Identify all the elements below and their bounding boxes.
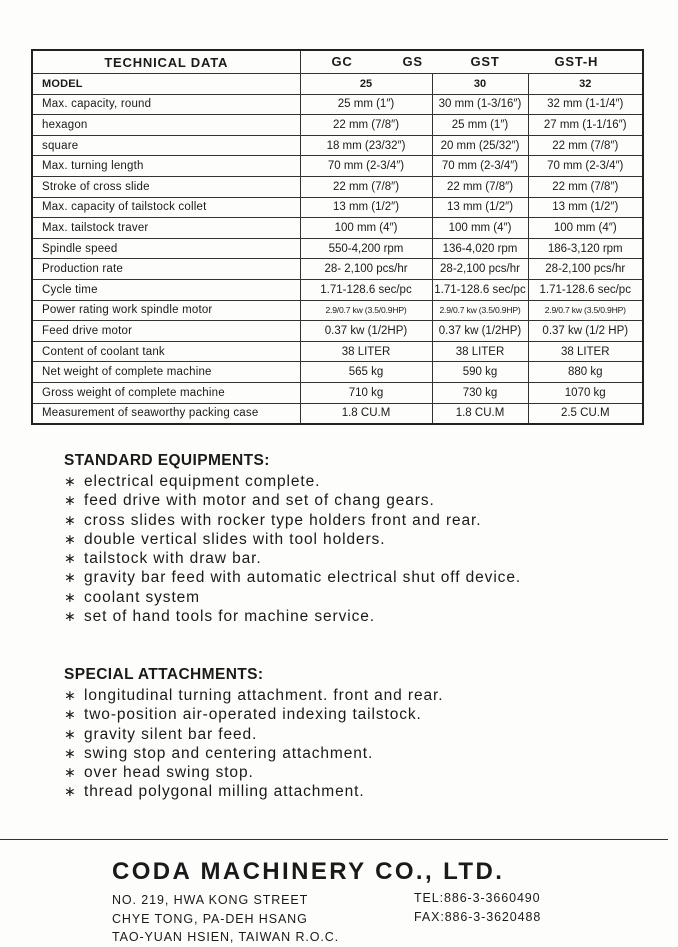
table-row [32, 156, 643, 177]
row-value: 565 kg [300, 362, 432, 383]
table-row [32, 300, 643, 321]
row-label: Spindle speed [32, 238, 300, 259]
technical-data-table [31, 49, 644, 425]
table-title: TECHNICAL DATA [32, 50, 300, 74]
row-value: 0.37 kw (1/2HP) [300, 321, 432, 342]
table-row [32, 238, 643, 259]
row-label: hexagon [32, 115, 300, 136]
list-item [64, 472, 521, 491]
row-value: 25 [300, 74, 432, 95]
list-item-text: gravity silent bar feed. [84, 725, 258, 743]
list-item-text: longitudinal turning attachment. front and rear. [84, 687, 444, 704]
row-value: 0.37 kw (1/2HP) [432, 321, 528, 342]
row-value: 2.9/0.7 kw (3.5/0.9HP) [432, 300, 528, 321]
row-value: 28-2,100 pcs/hr [528, 259, 643, 280]
row-value: 22 mm (7/8″) [432, 176, 528, 197]
asterisk-bullet-icon: ∗ [64, 511, 77, 528]
model-name-gc: GC [331, 54, 353, 69]
list-item-text: two-position air-operated indexing tailstock. [84, 706, 422, 724]
table-row-model [32, 74, 643, 95]
row-value: 20 mm (25/32″) [432, 135, 528, 156]
asterisk-bullet-icon: ∗ [64, 473, 77, 489]
asterisk-bullet-icon: ∗ [64, 530, 77, 547]
row-value: 13 mm (1/2″) [300, 197, 432, 218]
row-value: 38 LITER [300, 341, 432, 362]
row-label: Max. turning length [32, 156, 300, 177]
row-value: 710 kg [300, 382, 432, 403]
row-value: 22 mm (7/8″) [300, 176, 432, 197]
asterisk-bullet-icon: ∗ [64, 687, 77, 703]
row-value: 25 mm (1″) [300, 94, 432, 115]
row-value: 2.5 CU.M [528, 403, 643, 424]
table-row [32, 382, 643, 403]
row-value: 22 mm (7/8″) [300, 115, 432, 136]
list-item [64, 549, 521, 568]
row-value: 1.71-128.6 sec/pc [432, 279, 528, 300]
asterisk-bullet-icon: ∗ [64, 764, 77, 781]
list-item-text: set of hand tools for machine service. [84, 608, 375, 626]
row-value: 28-2,100 pcs/hr [432, 259, 528, 280]
row-value: 32 [528, 74, 643, 95]
table-header-row [32, 50, 643, 74]
list-item-text: swing stop and centering attachment. [84, 744, 374, 762]
row-value: 30 mm (1-3/16″) [432, 94, 528, 115]
row-label: Max. capacity, round [32, 94, 300, 115]
list-item [64, 511, 521, 530]
list-item [64, 782, 443, 801]
company-name: CODA MACHINERY CO., LTD. [112, 858, 505, 885]
asterisk-bullet-icon: ∗ [64, 608, 77, 625]
row-label: Content of coolant tank [32, 341, 300, 362]
row-value: 1.71-128.6 sec/pc [300, 279, 432, 300]
row-value: 136-4,020 rpm [432, 238, 528, 259]
list-item-text: coolant system [84, 588, 200, 606]
row-value: 70 mm (2-3/4″) [528, 156, 643, 177]
row-label: Power rating work spindle motor [32, 300, 300, 321]
row-label: Feed drive motor [32, 321, 300, 342]
asterisk-bullet-icon: ∗ [64, 706, 77, 723]
row-value: 22 mm (7/8″) [528, 135, 643, 156]
table-row [32, 176, 643, 197]
row-value: 1.8 CU.M [300, 403, 432, 424]
row-label: Cycle time [32, 279, 300, 300]
table-row [32, 115, 643, 136]
row-label: square [32, 135, 300, 156]
address-line: NO. 219, HWA KONG STREET [112, 893, 309, 907]
table-row [32, 197, 643, 218]
list-item [64, 588, 521, 607]
model-names-header [300, 50, 643, 74]
special-attachments-title: SPECIAL ATTACHMENTS: [64, 666, 264, 683]
row-value: 25 mm (1″) [432, 115, 528, 136]
asterisk-bullet-icon: ∗ [64, 569, 77, 586]
address-line: TAO-YUAN HSIEN, TAIWAN R.O.C. [112, 930, 340, 944]
telephone: TEL:886-3-3660490 [414, 891, 541, 905]
row-value: 18 mm (23/32″) [300, 135, 432, 156]
table-row [32, 279, 643, 300]
row-value: 70 mm (2-3/4″) [300, 156, 432, 177]
row-value: 590 kg [432, 362, 528, 383]
row-value: 100 mm (4″) [432, 218, 528, 239]
footer-divider [0, 839, 668, 840]
standard-equipments-section [64, 452, 521, 626]
company-address [112, 891, 339, 947]
fax: FAX:886-3-3620488 [414, 909, 542, 924]
special-attachments-section [64, 666, 443, 802]
list-item [64, 607, 521, 626]
row-label: Net weight of complete machine [32, 362, 300, 383]
row-value: 13 mm (1/2″) [432, 197, 528, 218]
row-value: 1.8 CU.M [432, 403, 528, 424]
row-value: 100 mm (4″) [300, 218, 432, 239]
list-item-text: double vertical slides with tool holders. [84, 530, 386, 548]
list-item-text: over head swing stop. [84, 764, 254, 782]
special-attachments-list [64, 686, 443, 802]
list-item-text: feed drive with motor and set of chang gears. [84, 492, 435, 510]
list-item-text: tailstock with draw bar. [84, 550, 262, 568]
asterisk-bullet-icon: ∗ [64, 725, 77, 742]
table-row [32, 218, 643, 239]
row-label: Max. tailstock traver [32, 218, 300, 239]
row-value: 70 mm (2-3/4″) [432, 156, 528, 177]
list-item [64, 763, 443, 782]
table-row [32, 135, 643, 156]
row-label: MODEL [32, 74, 300, 95]
row-value: 1070 kg [528, 382, 643, 403]
row-value: 186-3,120 rpm [528, 238, 643, 259]
asterisk-bullet-icon: ∗ [64, 744, 77, 761]
model-name-gs: GS [402, 54, 423, 69]
asterisk-bullet-icon: ∗ [64, 588, 77, 605]
list-item-text: cross slides with rocker type holders front and rear. [84, 511, 482, 529]
list-item [64, 568, 521, 587]
row-label: Gross weight of complete machine [32, 382, 300, 403]
asterisk-bullet-icon: ∗ [64, 550, 77, 567]
list-item [64, 744, 443, 763]
standard-equipments-title: STANDARD EQUIPMENTS: [64, 452, 270, 469]
row-value: 30 [432, 74, 528, 95]
table-row [32, 362, 643, 383]
model-name-gst: GST [470, 54, 500, 69]
row-label: Stroke of cross slide [32, 176, 300, 197]
row-value: 27 mm (1-1/16″) [528, 115, 643, 136]
row-value: 38 LITER [432, 341, 528, 362]
row-value: 2.9/0.7 kw (3.5/0.9HP) [528, 300, 643, 321]
row-value: 1.71-128.6 sec/pc [528, 279, 643, 300]
row-value: 880 kg [528, 362, 643, 383]
list-item [64, 705, 443, 724]
row-value: 550-4,200 rpm [300, 238, 432, 259]
table-row [32, 259, 643, 280]
row-value: 0.37 kw (1/2 HP) [528, 321, 643, 342]
row-value: 100 mm (4″) [528, 218, 643, 239]
list-item [64, 491, 521, 510]
model-name-gst-h: GST-H [554, 54, 599, 69]
asterisk-bullet-icon: ∗ [64, 492, 77, 509]
list-item-text: thread polygonal milling attachment. [84, 783, 365, 801]
standard-equipments-list [64, 472, 521, 626]
row-value: 28- 2,100 pcs/hr [300, 259, 432, 280]
table-row [32, 321, 643, 342]
table-row [32, 341, 643, 362]
list-item [64, 530, 521, 549]
address-line: CHYE TONG, PA-DEH HSANG [112, 911, 308, 926]
table-row [32, 94, 643, 115]
row-label: Max. capacity of tailstock collet [32, 197, 300, 218]
row-value: 38 LITER [528, 341, 643, 362]
company-contact [414, 889, 541, 926]
list-item-text: gravity bar feed with automatic electrical shut off device. [84, 569, 522, 587]
list-item [64, 725, 443, 744]
table-row [32, 403, 643, 424]
list-item-text: electrical equipment complete. [84, 473, 321, 490]
row-value: 13 mm (1/2″) [528, 197, 643, 218]
row-value: 730 kg [432, 382, 528, 403]
row-label: Production rate [32, 259, 300, 280]
asterisk-bullet-icon: ∗ [64, 783, 77, 800]
row-value: 22 mm (7/8″) [528, 176, 643, 197]
row-value: 32 mm (1-1/4″) [528, 94, 643, 115]
row-label: Measurement of seaworthy packing case [32, 403, 300, 424]
list-item [64, 686, 443, 705]
row-value: 2.9/0.7 kw (3.5/0.9HP) [300, 300, 432, 321]
